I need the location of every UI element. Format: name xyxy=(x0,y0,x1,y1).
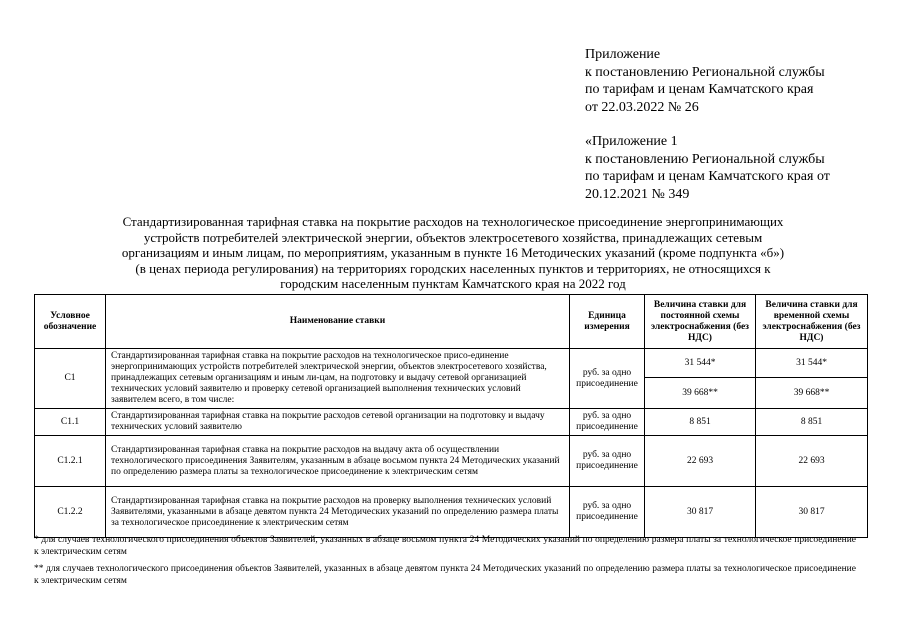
header-unit: Единица измерения xyxy=(570,295,645,349)
row-temporary-value: 8 851 xyxy=(756,409,868,436)
table-row xyxy=(35,349,868,378)
appendix-line: Приложение xyxy=(585,47,661,62)
row-code: С1.2.2 xyxy=(35,487,106,538)
row-unit: руб. за одно присоединение xyxy=(570,487,645,538)
header-permanent: Величина ставки для постоянной схемы электроснабжения (без НДС) xyxy=(645,295,756,349)
row-temporary-value: 31 544* xyxy=(756,349,868,378)
row-code: С1.2.1 xyxy=(35,436,106,487)
appendix-line: к постановлению Региональной службы xyxy=(585,151,825,167)
row-temporary-value: 30 817 xyxy=(756,487,868,538)
footnote-single-star: * для случаев технологического присоединения объектов Заявителей, указанных в абзаце восьмом пункта 24 Методических указаний по определению размера платы за технологическое присоединение к электрическим сетям xyxy=(34,535,856,557)
header-name: Наименование ставки xyxy=(106,295,570,349)
row-permanent-value: 30 817 xyxy=(645,487,756,538)
row-name: Стандартизированная тарифная ставка на покрытие расходов на технологическое присо-единение энергопринимающих устройств потребителей электрической энергии, объектов электросетевого хозяйства, принадлежащих сетевым организациям и иным ли-цам, на подготовку и выдачу сетевой организацией технических условий заявителю и проверку сетевой организацией выполнения технических условий заявителем всего, в том числе: xyxy=(106,349,570,409)
row-permanent-value: 39 668** xyxy=(645,378,756,409)
appendix-line: по тарифам и ценам Камчатского края xyxy=(585,82,814,97)
row-name: Стандартизированная тарифная ставка на покрытие расходов сетевой организации на подготовку и выдачу технических условий заявителю xyxy=(106,409,570,436)
appendix-header-original xyxy=(585,133,857,203)
row-temporary-value: 39 668** xyxy=(756,378,868,409)
appendix-line: по тарифам и ценам Камчатского края от xyxy=(585,169,830,184)
document-title: Стандартизированная тарифная ставка на покрытие расходов на технологическое присоединение энергопринимающих устройств потребителей электрической энергии, объектов электросетевого хозяйства, принадлежащих сетевым организациям и иным лицам, по мероприятиям, указанным в пункте 16 Методических указаний (кроме подпункта «б») (в ценах периода регулирования) на территориях городских населенных пунктов и территориях, не относящихся к городским населенным пунктам Камчатского края на 2022 год xyxy=(121,214,785,292)
header-temporary: Величина ставки для временной схемы электроснабжения (без НДС) xyxy=(756,295,868,349)
table-row xyxy=(35,487,868,538)
row-code: С1.1 xyxy=(35,409,106,436)
appendix-line: к постановлению Региональной службы xyxy=(585,64,825,80)
row-unit: руб. за одно присоединение xyxy=(570,409,645,436)
table-header-row xyxy=(35,295,868,349)
footnotes xyxy=(34,534,856,592)
row-unit: руб. за одно присоединение xyxy=(570,349,645,409)
footnote-double-star: ** для случаев технологического присоединения объектов Заявителей, указанных в абзаце девятом пункта 24 Методических указаний по определению размера платы за технологическое присоединение к электрическим сетям xyxy=(34,564,856,586)
rates-table xyxy=(34,294,868,538)
row-name: Стандартизированная тарифная ставка на покрытие расходов на выдачу акта об осуществлении технологического присоединения Заявителям, указанным в абзаце восьмом пункта 24 Методических указаний по определению размера платы за технологическое присоединение к электрическим сетям xyxy=(106,436,570,487)
table-row xyxy=(35,409,868,436)
row-unit: руб. за одно присоединение xyxy=(570,436,645,487)
appendix-line: «Приложение 1 xyxy=(585,134,678,149)
row-permanent-value: 22 693 xyxy=(645,436,756,487)
appendix-header-current xyxy=(585,46,857,116)
appendix-line: 20.12.2021 № 349 xyxy=(585,186,690,202)
row-name: Стандартизированная тарифная ставка на покрытие расходов на проверку выполнения технических условий Заявителями, указанными в абзаце девятом пункта 24 Методических указаний по определению размера платы за технологическое присоединение к электрическим сетям xyxy=(106,487,570,538)
row-temporary-value: 22 693 xyxy=(756,436,868,487)
row-permanent-value: 31 544* xyxy=(645,349,756,378)
table-row xyxy=(35,436,868,487)
row-permanent-value: 8 851 xyxy=(645,409,756,436)
appendix-line: от 22.03.2022 № 26 xyxy=(585,99,699,115)
row-code: С1 xyxy=(35,349,106,409)
header-code: Условное обозначение xyxy=(35,295,106,349)
